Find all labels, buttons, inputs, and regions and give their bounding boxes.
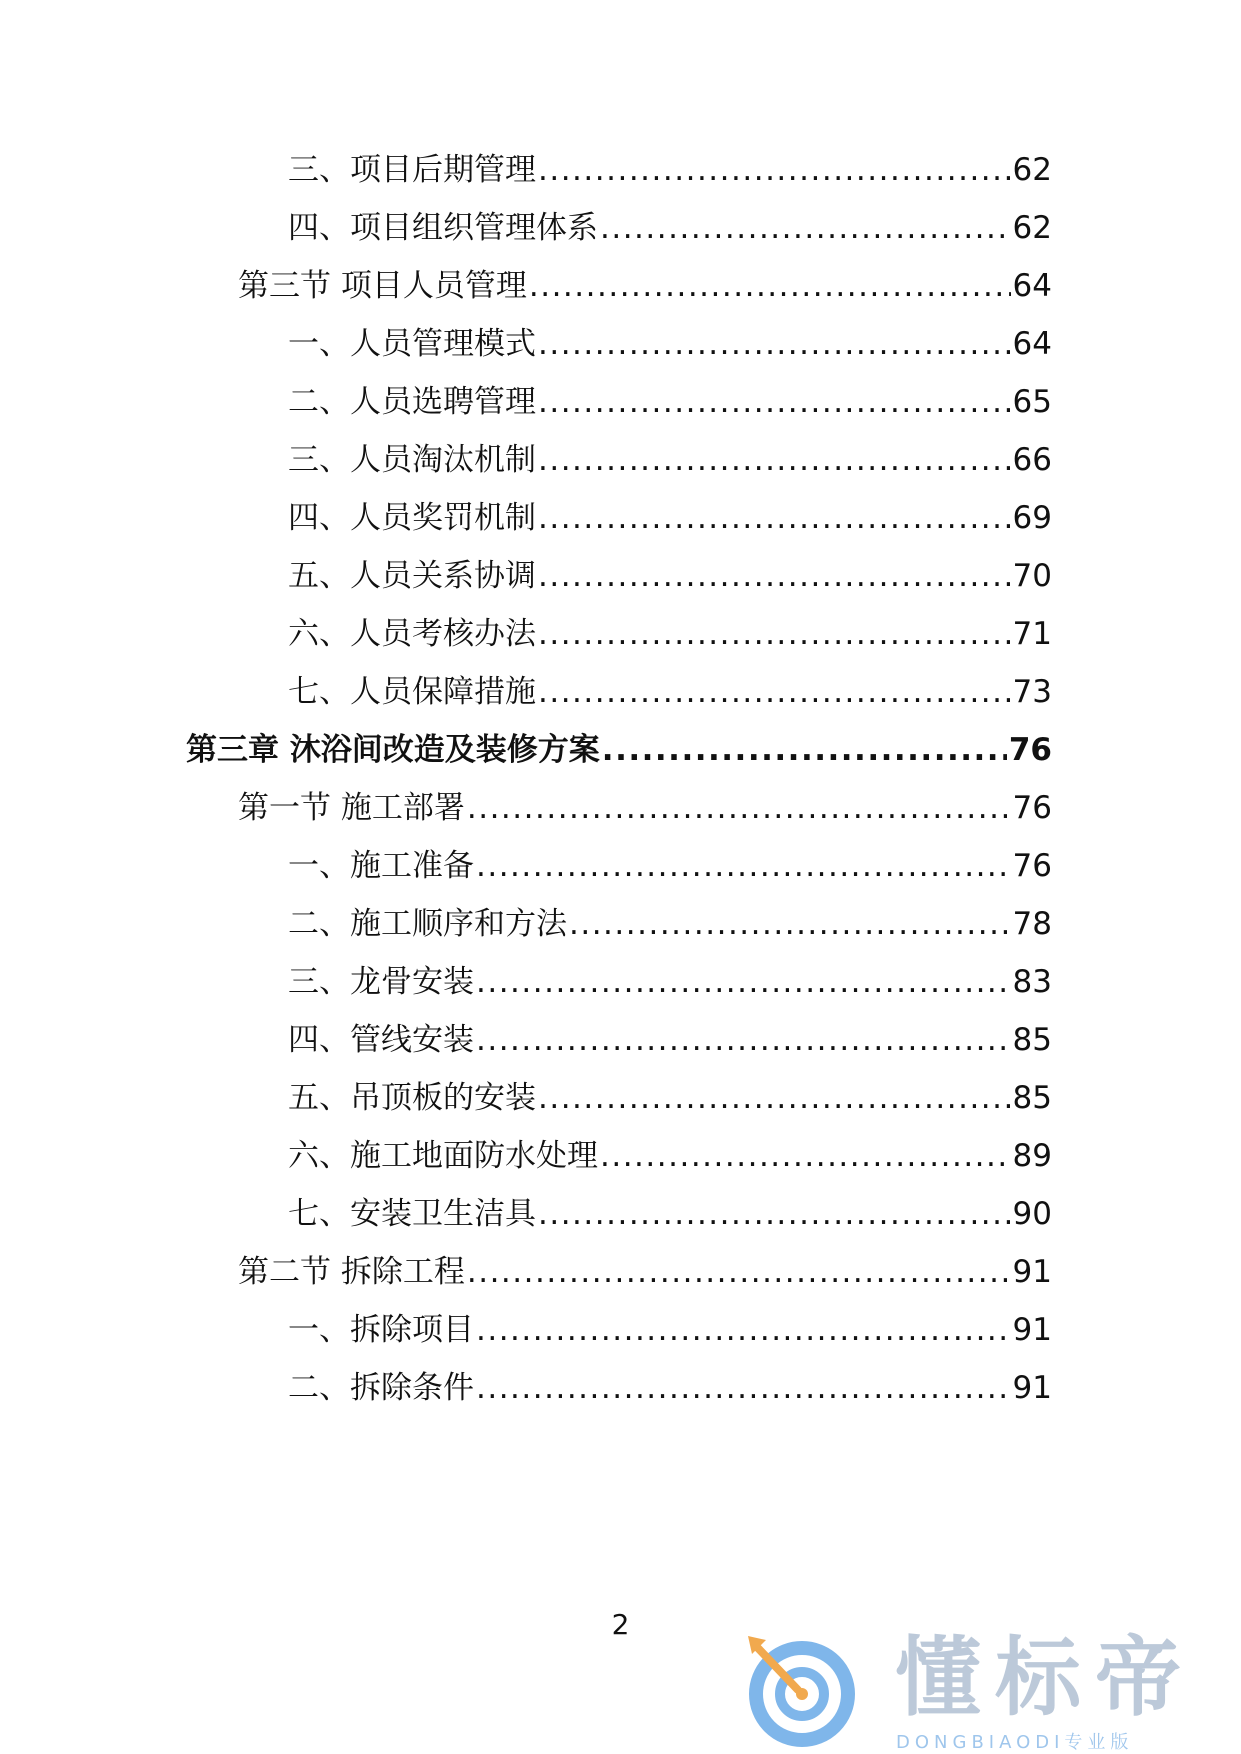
toc-entry[interactable]	[288, 1308, 1052, 1352]
target-dart-icon	[740, 1632, 860, 1752]
toc-leader-dots	[538, 554, 1011, 598]
toc-entry-page: 66	[1012, 442, 1052, 478]
toc-leader-dots	[538, 322, 1011, 366]
toc-entry-page: 64	[1012, 326, 1052, 362]
toc-chapter-entry[interactable]	[186, 728, 1052, 772]
toc-entry-page: 62	[1012, 210, 1052, 246]
toc-entry[interactable]	[288, 670, 1052, 714]
toc-leader-dots	[476, 1018, 1011, 1062]
toc-entry-title: 第三章 沐浴间改造及装修方案	[186, 732, 600, 768]
toc-entry[interactable]	[288, 554, 1052, 598]
toc-entry-page: 89	[1012, 1138, 1052, 1174]
toc-entry[interactable]	[288, 960, 1052, 1004]
toc-leader-dots	[538, 380, 1011, 424]
watermark-brand-sub: DONGBIAODI专业版	[896, 1732, 1134, 1753]
toc-entry-page: 90	[1012, 1196, 1052, 1232]
toc-leader-dots	[538, 1076, 1011, 1120]
toc-entry-page: 76	[1012, 790, 1052, 826]
toc-entry-title: 五、吊顶板的安装	[288, 1080, 536, 1116]
toc-leader-dots	[538, 1192, 1011, 1236]
toc-entry-page: 83	[1012, 964, 1052, 1000]
toc-entry-title: 四、项目组织管理体系	[288, 210, 598, 246]
toc-entry[interactable]	[238, 786, 1052, 830]
toc-leader-dots	[538, 496, 1011, 540]
toc-leader-dots	[476, 1366, 1011, 1410]
toc-entry[interactable]	[288, 496, 1052, 540]
toc-entry-page: 73	[1012, 674, 1052, 710]
toc-leader-dots	[476, 960, 1011, 1004]
toc-leader-dots	[476, 1308, 1011, 1352]
toc-entry-page: 85	[1012, 1080, 1052, 1116]
toc-entry[interactable]	[288, 1192, 1052, 1236]
toc-entry-page: 91	[1012, 1312, 1052, 1348]
toc-entry-title: 第三节 项目人员管理	[238, 268, 527, 304]
toc-entry-title: 二、施工顺序和方法	[288, 906, 567, 942]
toc-entry-page: 69	[1012, 500, 1052, 536]
toc-entry[interactable]	[238, 264, 1052, 308]
toc-entry[interactable]	[288, 1134, 1052, 1178]
toc-entry-title: 一、施工准备	[288, 848, 474, 884]
toc-entry[interactable]	[288, 844, 1052, 888]
toc-entry[interactable]	[288, 1366, 1052, 1410]
toc-entry[interactable]	[288, 438, 1052, 482]
toc-entry-title: 六、人员考核办法	[288, 616, 536, 652]
toc-entry-page: 91	[1012, 1254, 1052, 1290]
toc-entry[interactable]	[238, 1250, 1052, 1294]
toc-entry[interactable]	[288, 1076, 1052, 1120]
toc-entry-title: 四、管线安装	[288, 1022, 474, 1058]
toc-entry-title: 六、施工地面防水处理	[288, 1138, 598, 1174]
toc-entry[interactable]	[288, 380, 1052, 424]
toc-entry-page: 91	[1012, 1370, 1052, 1406]
toc-leader-dots	[600, 1134, 1011, 1178]
toc-entry-page: 76	[1008, 732, 1052, 768]
watermark	[740, 1628, 1220, 1753]
toc-entry-page: 85	[1012, 1022, 1052, 1058]
toc-entry-title: 第二节 拆除工程	[238, 1254, 465, 1290]
toc-entry[interactable]	[288, 612, 1052, 656]
page-number: 2	[611, 1608, 630, 1641]
toc-entry-page: 76	[1012, 848, 1052, 884]
toc-entry-title: 一、拆除项目	[288, 1312, 474, 1348]
toc-entry-title: 七、人员保障措施	[288, 674, 536, 710]
toc-entry-title: 三、项目后期管理	[288, 152, 536, 188]
toc-entry-title: 三、龙骨安装	[288, 964, 474, 1000]
toc-entry-title: 四、人员奖罚机制	[288, 500, 536, 536]
toc-leader-dots	[600, 206, 1011, 250]
toc-leader-dots	[538, 438, 1011, 482]
toc-leader-dots	[602, 728, 1007, 772]
toc-entry-title: 一、人员管理模式	[288, 326, 536, 362]
toc-entry[interactable]	[288, 902, 1052, 946]
toc-entry-page: 78	[1012, 906, 1052, 942]
toc-entry-page: 71	[1012, 616, 1052, 652]
toc-entry-title: 五、人员关系协调	[288, 558, 536, 594]
toc-entry[interactable]	[288, 322, 1052, 366]
toc-leader-dots	[569, 902, 1011, 946]
toc-leader-dots	[467, 1250, 1011, 1294]
toc-leader-dots	[467, 786, 1011, 830]
toc-entry[interactable]	[288, 148, 1052, 192]
toc-leader-dots	[538, 612, 1011, 656]
toc-entry-page: 65	[1012, 384, 1052, 420]
toc-entry-title: 七、安装卫生洁具	[288, 1196, 536, 1232]
toc-leader-dots	[529, 264, 1011, 308]
watermark-brand: 懂标帝	[895, 1628, 1195, 1728]
toc-leader-dots	[538, 670, 1011, 714]
toc-leader-dots	[538, 148, 1011, 192]
toc-entry-title: 二、人员选聘管理	[288, 384, 536, 420]
toc-entry-page: 64	[1012, 268, 1052, 304]
toc-entry[interactable]	[288, 1018, 1052, 1062]
toc-entry-page: 62	[1012, 152, 1052, 188]
toc-entry-title: 二、拆除条件	[288, 1370, 474, 1406]
toc-leader-dots	[476, 844, 1011, 888]
toc-entry-title: 三、人员淘汰机制	[288, 442, 536, 478]
toc-entry-page: 70	[1012, 558, 1052, 594]
toc-entry-title: 第一节 施工部署	[238, 790, 465, 826]
toc-entry[interactable]	[288, 206, 1052, 250]
